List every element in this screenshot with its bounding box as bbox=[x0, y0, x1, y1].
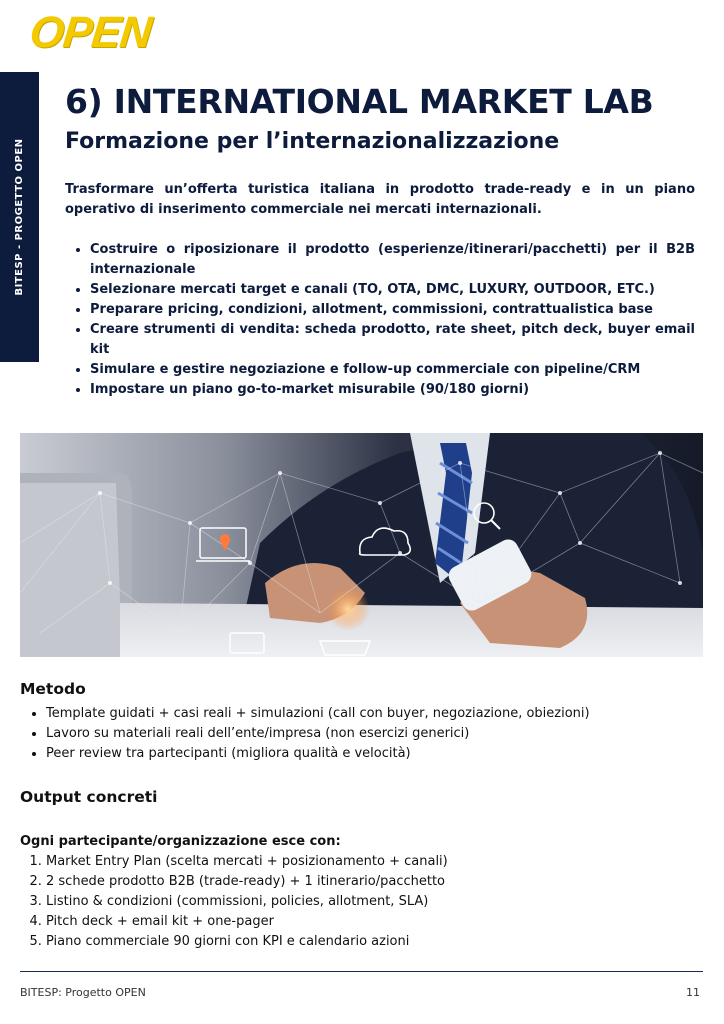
sidebar-band bbox=[0, 72, 39, 362]
list-item: 5. Piano commerciale 90 giorni con KPI e calendario azioni bbox=[46, 932, 448, 952]
page-subtitle: Formazione per l’internazionalizzazione bbox=[65, 129, 560, 154]
list-item: • Impostare un piano go-to-market misurabile (90/180 giorni) bbox=[90, 380, 695, 400]
objectives-list bbox=[65, 240, 695, 400]
hero-photo bbox=[20, 433, 703, 657]
list-item: • Template guidati + casi reali + simulazioni (call con buyer, negoziazione, obiezioni) bbox=[46, 704, 700, 724]
list-item: 3. Listino & condizioni (commissioni, policies, allotment, SLA) bbox=[46, 892, 448, 912]
metodo-list bbox=[20, 704, 700, 764]
list-item: • Costruire o riposizionare il prodotto (esperienze/itinerari/pacchetti) per il B2B internazionale bbox=[90, 240, 695, 280]
list-item: • Preparare pricing, condizioni, allotment, commissioni, contrattualistica base bbox=[90, 300, 695, 320]
list-item: 2. 2 schede prodotto B2B (trade-ready) + 1 itinerario/pacchetto bbox=[46, 872, 448, 892]
footer-divider bbox=[20, 971, 703, 972]
footer-label: BITESP: Progetto OPEN bbox=[20, 986, 146, 999]
list-item: 1. Market Entry Plan (scelta mercati + posizionamento + canali) bbox=[46, 852, 448, 872]
list-item: • Selezionare mercati target e canali (TO, OTA, DMC, LUXURY, OUTDOOR, ETC.) bbox=[90, 280, 695, 300]
list-item: 4. Pitch deck + email kit + one-pager bbox=[46, 912, 448, 932]
intro-paragraph: Trasformare un’offerta turistica italiana in prodotto trade-ready e in un piano operativo di inserimento commerciale nei mercati internazionali. bbox=[65, 182, 695, 217]
list-item: • Simulare e gestire negoziazione e follow-up commerciale con pipeline/CRM bbox=[90, 360, 695, 380]
page-number: 11 bbox=[686, 986, 700, 999]
output-intro: Ogni partecipante/organizzazione esce con: bbox=[20, 834, 341, 849]
open-logo: OPEN bbox=[27, 8, 154, 57]
metodo-heading: Metodo bbox=[20, 680, 86, 698]
output-list bbox=[20, 852, 448, 952]
page-title: 6) INTERNATIONAL MARKET LAB bbox=[65, 82, 654, 121]
sidebar-label: BITESP - PROGETTO OPEN bbox=[14, 138, 25, 296]
output-heading: Output concreti bbox=[20, 788, 158, 806]
list-item: • Creare strumenti di vendita: scheda prodotto, rate sheet, pitch deck, buyer email kit bbox=[90, 320, 695, 360]
list-item: • Peer review tra partecipanti (migliora qualità e velocità) bbox=[46, 744, 700, 764]
list-item: • Lavoro su materiali reali dell’ente/impresa (non esercizi generici) bbox=[46, 724, 700, 744]
